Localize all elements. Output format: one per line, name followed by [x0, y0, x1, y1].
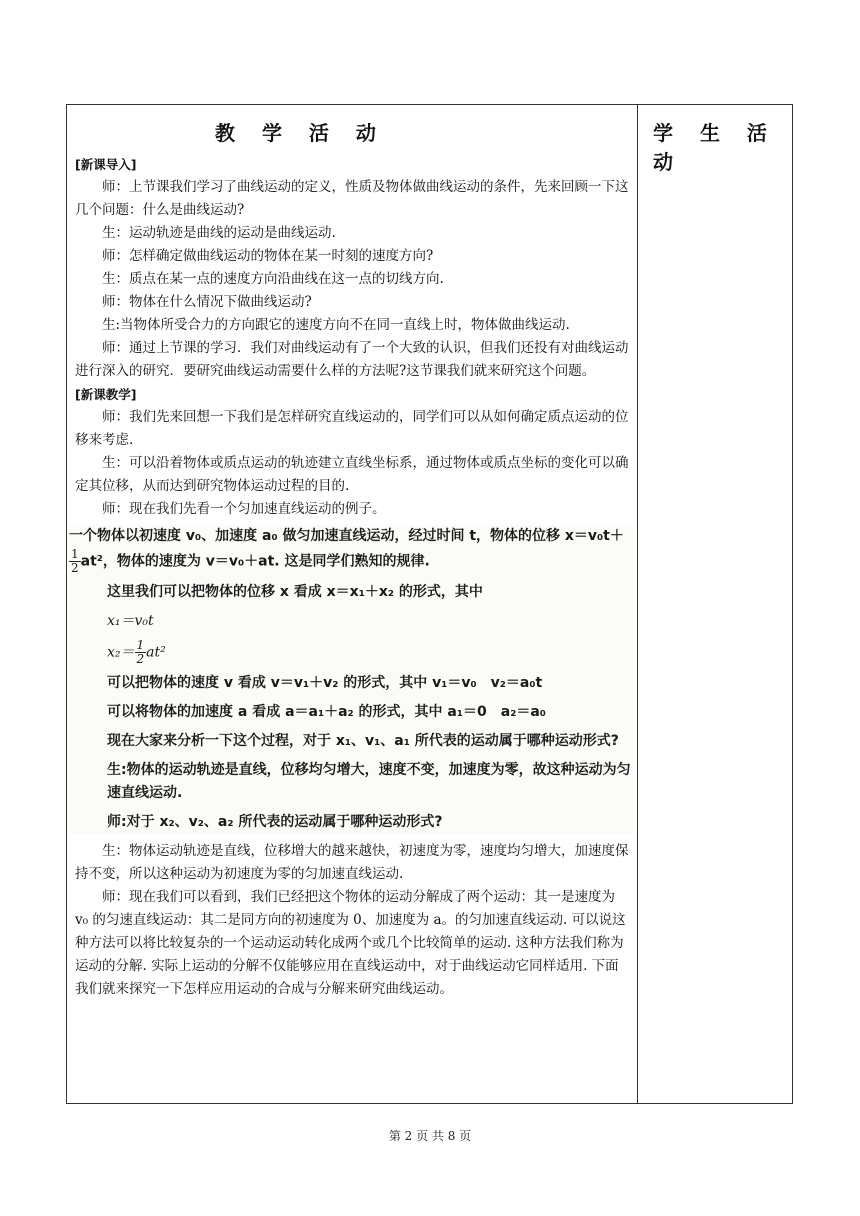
fraction-denominator: 2: [71, 561, 79, 575]
scan-line: [69, 525, 634, 575]
teaching-content: [69, 153, 631, 1001]
formula-x1: x₁＝v₀t: [107, 613, 154, 629]
page-number: 第 2 页 共 8 页: [388, 1129, 472, 1143]
paragraph: 师：通过上节课的学习．我们对曲线运动有了一个大致的认识，但我们还投有对曲线运动进行深入的研究．要研究曲线运动需要什么样的方法呢?这节课我们就来研究这个问题。: [75, 340, 629, 379]
student-activity-title: 学 生 活 动: [653, 121, 777, 174]
paragraph: 师：现在我们可以看到，我们已经把这个物体的运动分解成了两个运动：其一是速度为 v₀ 的匀速直线运动：其二是同方向的初速度为 0、加速度为 a。的匀加速直线运动. 可以说这种方法可以将比较复杂的一个运动运动转化成两个或几个比较简单的运动. 这种方法我们称为运动的分解. 实际上运动的分解不仅能够应用在直线运动中，对于曲线运动它同样适用. 下面我们就来探究一下怎样应用运动的合成与分解来研究曲线运动。: [75, 889, 626, 997]
formula-x2-right: at²: [146, 644, 166, 661]
paragraph: 生：运动轨迹是曲线的运动是曲线运动.: [102, 225, 336, 241]
paragraph: 师：怎样确定做曲线运动的物体在某一时刻的速度方向?: [102, 248, 434, 264]
scan-line: 这里我们可以把物体的位移 x 看成 x＝x₁＋x₂ 的形式，其中: [107, 584, 483, 600]
formula-x2-left: x₂＝: [107, 644, 135, 661]
paragraph: 生：质点在某一点的速度方向沿曲线在这一点的切线方向.: [102, 271, 444, 287]
paragraph: 师：上节课我们学习了曲线运动的定义，性质及物体做曲线运动的条件，先来回顾一下这几个问题：什么是曲线运动?: [75, 179, 629, 218]
teaching-activity-title: 教 学 活 动: [215, 121, 386, 145]
formula-x2: [69, 639, 634, 666]
scan-line: 生:物体的运动轨迹是直线，位移均匀增大，速度不变，加速度为零，故这种运动为匀速直线运动.: [107, 762, 631, 801]
scan-text: 一个物体以初速度 v₀、加速度 a₀ 做匀加速直线运动，经过时间 t，物体的位移 x＝v₀t＋: [69, 528, 624, 544]
lesson-table: [66, 104, 793, 1104]
paragraph: 师：物体在什么情况下做曲线运动?: [102, 294, 312, 310]
paragraph: 生：物体运动轨迹是直线，位移增大的越来越快，初速度为零，速度均匀增大，加速度保持不变，所以这种运动为初速度为零的匀加速直线运动.: [75, 843, 629, 882]
paragraph: 生:当物体所受合力的方向跟它的速度方向不在同一直线上时，物体做曲线运动.: [102, 317, 570, 333]
fraction: [135, 639, 147, 666]
fraction-numerator: 1: [71, 547, 79, 561]
scanned-example: [69, 525, 634, 834]
scan-line: 现在大家来分析一下这个过程，对于 x₁、v₁、a₁ 所代表的运动属于哪种运动形式?: [107, 733, 619, 749]
column-divider: [637, 105, 638, 1103]
paragraph: 师：我们先来回想一下我们是怎样研究直线运动的，同学们可以从如何确定质点运动的位移来考虑.: [75, 409, 629, 448]
scan-text: at²，物体的速度为 v＝v₀＋at. 这是同学们熟知的规律.: [80, 553, 430, 570]
fraction-denominator: 2: [136, 652, 145, 666]
scan-line: 师:对于 x₂、v₂、a₂ 所代表的运动属于哪种运动形式?: [107, 814, 443, 830]
fraction: [69, 548, 81, 575]
section-heading-intro: [新课导入]: [75, 157, 137, 172]
scan-line: 可以将物体的加速度 a 看成 a＝a₁＋a₂ 的形式，其中 a₁＝0 a₂＝a₀: [107, 704, 546, 720]
fraction-numerator: 1: [136, 638, 145, 652]
paragraph: 师：现在我们先看一个匀加速直线运动的例子。: [102, 501, 386, 517]
scan-line: 可以把物体的速度 v 看成 v＝v₁＋v₂ 的形式，其中 v₁＝v₀ v₂＝a₀t: [107, 675, 543, 691]
section-heading-teaching: [新课教学]: [75, 387, 137, 402]
paragraph: 生：可以沿着物体或质点运动的轨迹建立直线坐标系，通过物体或质点坐标的变化可以确定其位移，从而达到研究物体运动过程的目的.: [75, 455, 629, 494]
